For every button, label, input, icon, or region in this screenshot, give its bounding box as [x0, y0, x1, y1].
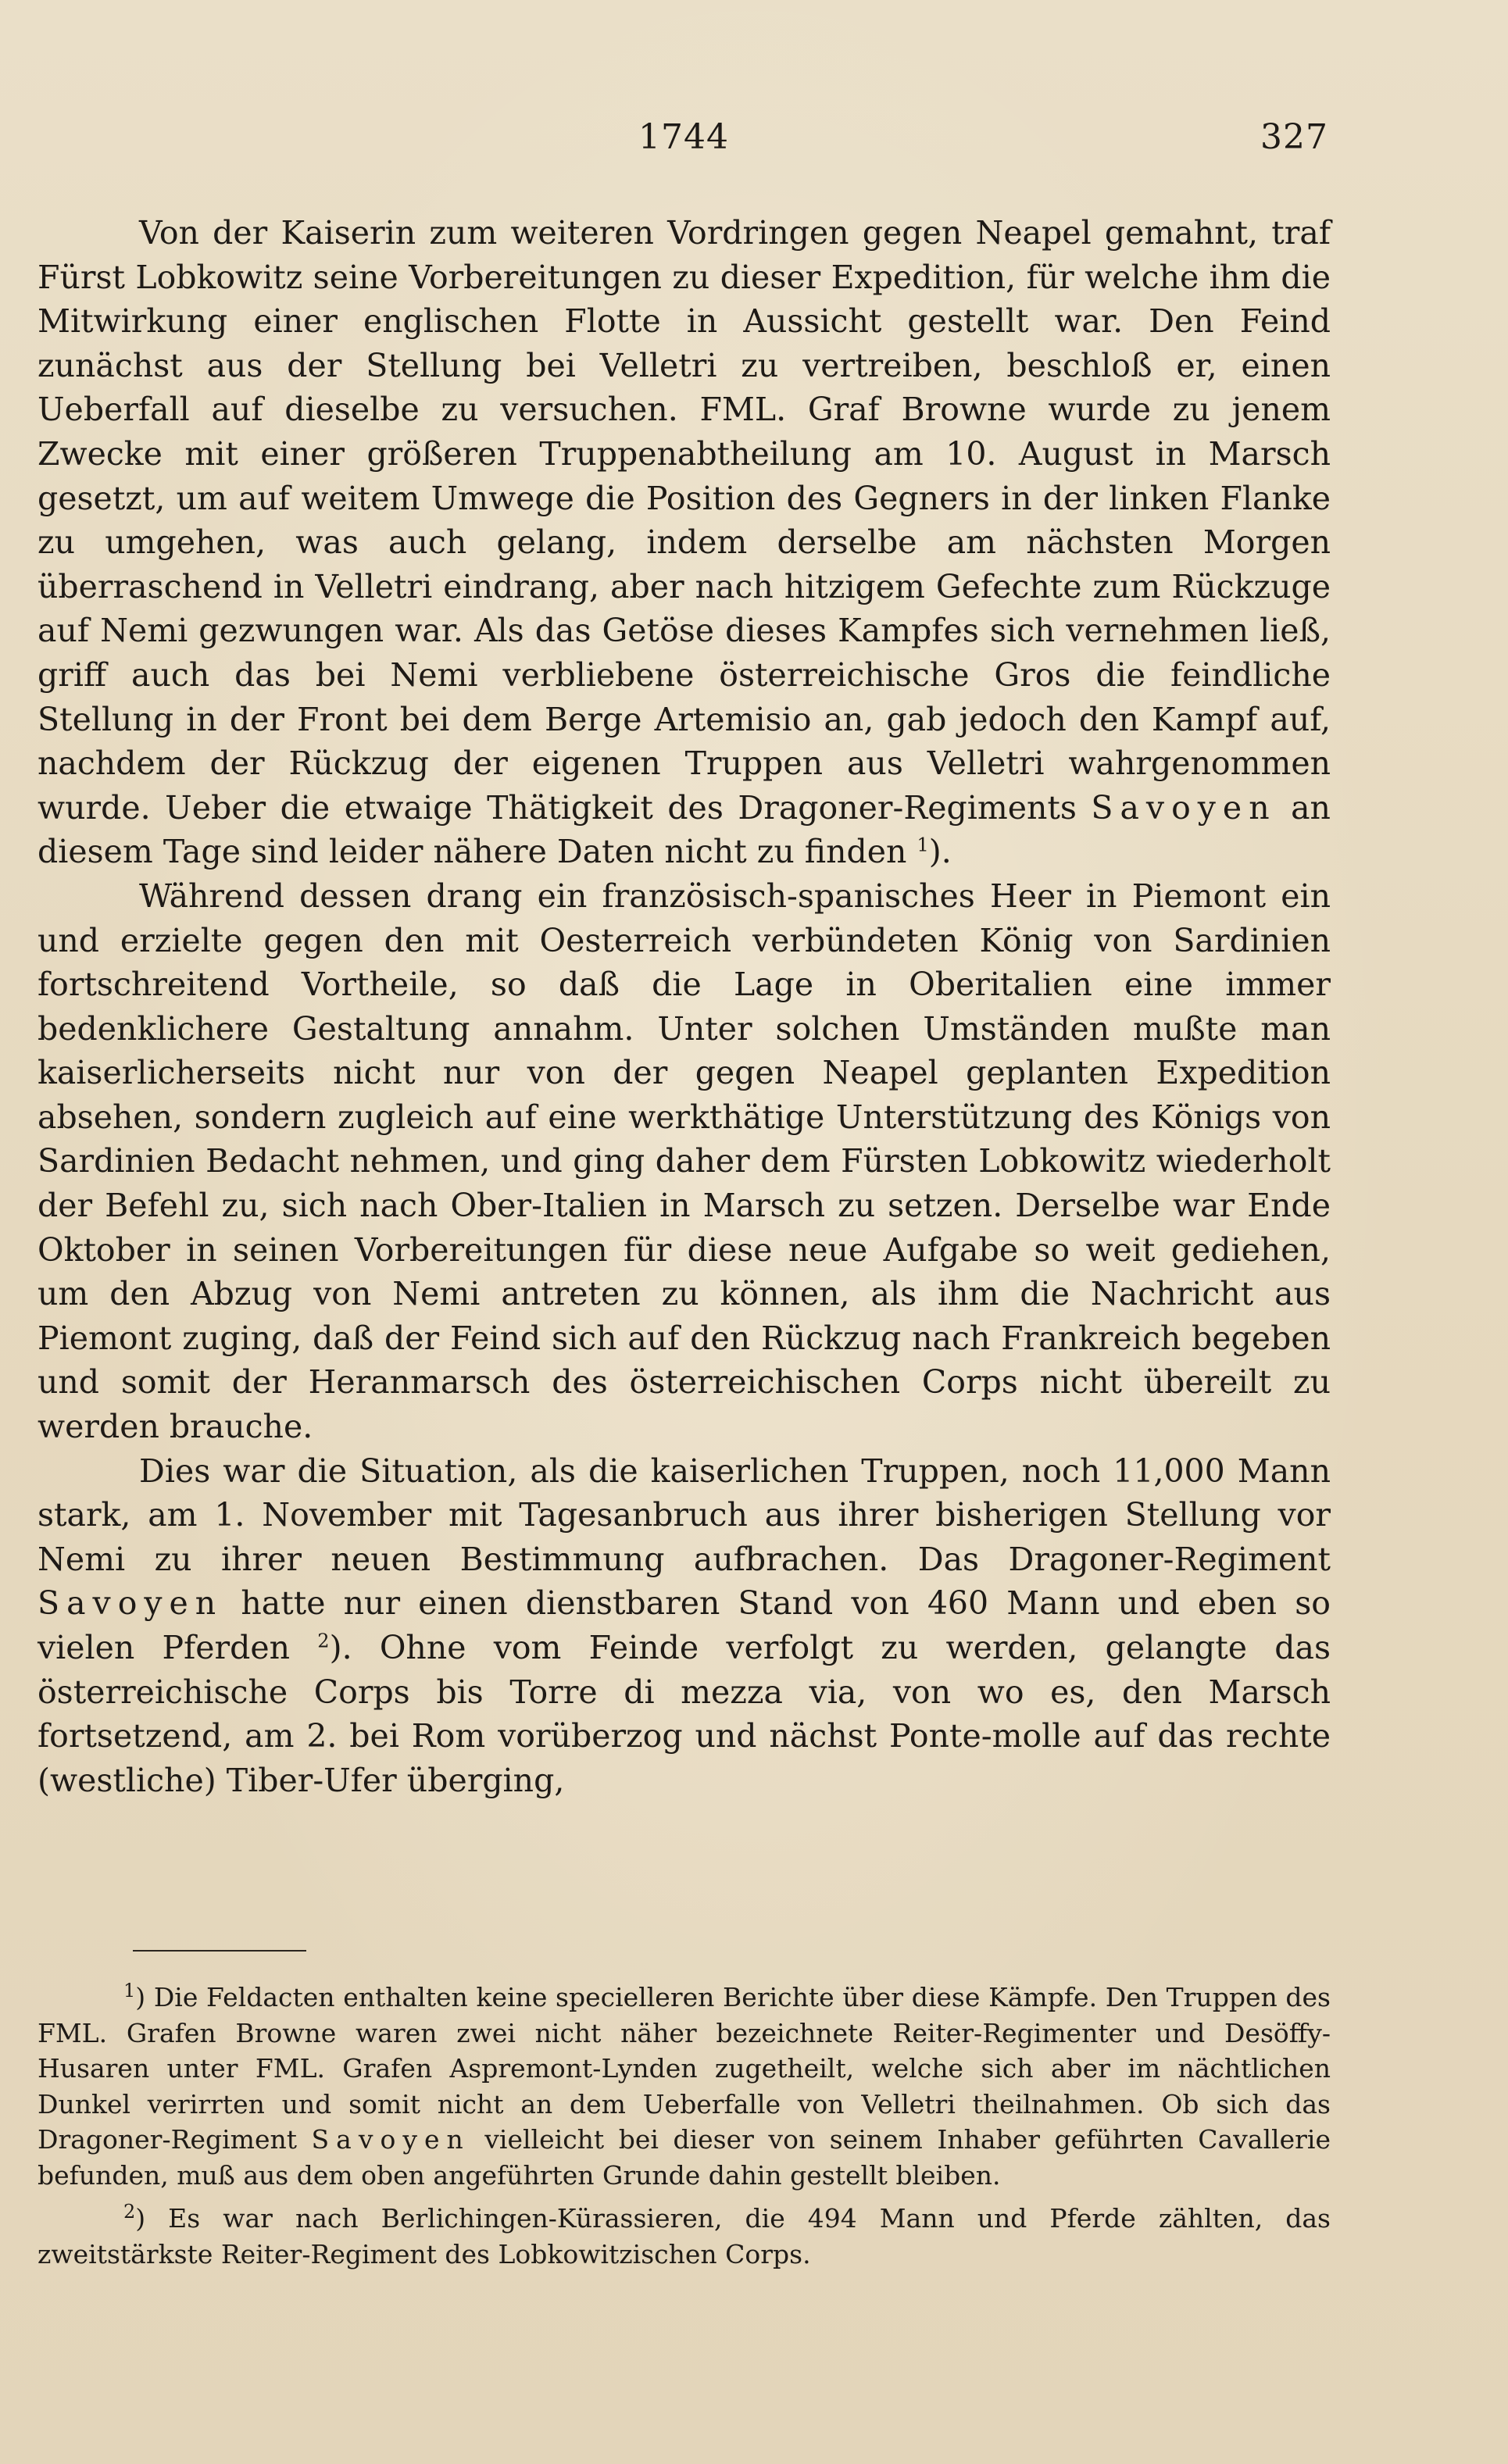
footnote-1-marker: 1: [123, 1980, 136, 2002]
paragraph-1-text: Von der Kaiserin zum weiteren Vordringen gegen Neapel gemahnt, traf Fürst Lobkowitz seine Vorbereitungen zu dieser Expedition, für welche ihm die Mitwirkung einer englischen Flotte in Aussicht gestellt war. Den Feind zunächst aus der Stellung bei Velletri zu vertreiben, beschloß er, einen Ueberfall auf dieselbe zu versuchen. FML. Graf Browne wurde zu jenem Zwecke mit einer größeren Truppenabtheilung am 10. August in Marsch gesetzt, um auf weitem Umwege die Position des Gegners in der linken Flanke zu umgehen, was auch gelang, indem derselbe am nächsten Morgen überraschend in Velletri eindrang, aber nach hitzigem Gefechte zum Rückzuge auf Nemi gezwungen war. Als das Getöse dieses Kampfes sich vernehmen ließ, griff auch das bei Nemi verbliebene österreichische Gros die feindliche Stellung in der Front bei dem Berge Artemisio an, gab jedoch den Kampf auf, nachdem der Rückzug der eigenen Truppen aus Velletri wahrgenommen wurde. Ueber die etwaige Thätigkeit des Dragoner-Regiments: [38, 214, 1331, 827]
page-number: 327: [1260, 117, 1328, 157]
footnote-ref-2: 2: [317, 1630, 330, 1652]
main-text: [38, 211, 1331, 1802]
paragraph-1-continuation: an diesem Tage sind leider nähere Daten nicht zu finden: [38, 788, 1331, 871]
running-header: [39, 117, 1328, 164]
footnote-1: [38, 1980, 1331, 2193]
regiment-name: Savoyen: [38, 1584, 223, 1623]
footnote-2-text: ) Es war nach Berlichingen-Kürassieren, die 494 Mann und Pferde zählten, das zweitstärkste Reiter-Regiment des Lobkowitzischen Corps.: [38, 2203, 1331, 2269]
footnote-1-end: vielleicht bei dieser von seinem Inhaber geführten Cavallerie befunden, muß aus dem oben angeführten Grunde dahin gestellt bleiben.: [38, 2124, 1331, 2191]
footnotes: [38, 1980, 1331, 2272]
paragraph-1: [38, 211, 1331, 874]
paragraph-3: [38, 1449, 1331, 1803]
regiment-name: Savoyen: [311, 2124, 470, 2155]
paragraph-1-end: ).: [928, 833, 952, 871]
paragraph-3-start: Dies war die Situation, als die kaiserlichen Truppen, noch 11,000 Mann stark, am 1. November mit Tagesanbruch aus ihrer bisherigen Stellung vor Nemi zu ihrer neuen Bestimmung aufbrachen. Das Dragoner-Regiment: [38, 1452, 1331, 1578]
paragraph-2: Während dessen drang ein französisch-spanisches Heer in Piemont ein und erzielte gegen den mit Oesterreich verbündeten König von Sardinien fortschreitend Vortheile, so daß die Lage in Oberitalien eine immer bedenklichere Gestaltung annahm. Unter solchen Umständen mußte man kaiserlicherseits nicht nur von der gegen Neapel geplanten Expedition absehen, sondern zugleich auf eine werkthätige Unterstützung des Königs von Sardinien Bedacht nehmen, und ging daher dem Fürsten Lobkowitz wiederholt der Befehl zu, sich nach Ober-Italien in Marsch zu setzen. Derselbe war Ende Oktober in seinen Vorbereitungen für diese neue Aufgabe so weit gediehen, um den Abzug von Nemi antreten zu können, als ihm die Nachricht aus Piemont zuging, daß der Feind sich auf den Rückzug nach Frankreich begeben und somit der Heranmarsch des österreichischen Corps nicht übereilt zu werden brauche.: [38, 877, 1331, 1446]
paragraph-3-middle: hatte nur einen dienstbaren Stand von 460 Mann und eben so vielen Pferden: [38, 1584, 1331, 1666]
footnote-2: [38, 2201, 1331, 2272]
regiment-name: Savoyen: [1091, 788, 1277, 827]
footnote-2-marker: 2: [123, 2201, 136, 2223]
footnote-ref-1: 1: [917, 834, 929, 856]
footnote-divider: [133, 1950, 306, 1952]
footnote-1-text: ) Die Feldacten enthalten keine specielleren Berichte über diese Kämpfe. Den Truppen des FML. Grafen Browne waren zwei nicht näher bezeichnete Reiter-Regimenter und Desöffy-Husaren unter FML. Grafen Aspremont-Lynden zugetheilt, welche sich aber im nächtlichen Dunkel verirrten und somit nicht an dem Ueberfalle von Velletri theilnahmen. Ob sich das Dragoner-Regiment: [38, 1982, 1331, 2155]
paragraph-3-end: ). Ohne vom Feinde verfolgt zu werden, gelangte das österreichische Corps bis Torre di mezza via, von wo es, den Marsch fortsetzend, am 2. bei Rom vorüberzog und nächst Ponte-molle auf das rechte (westliche) Tiber-Ufer überging,: [38, 1629, 1331, 1799]
header-year: 1744: [638, 117, 729, 157]
